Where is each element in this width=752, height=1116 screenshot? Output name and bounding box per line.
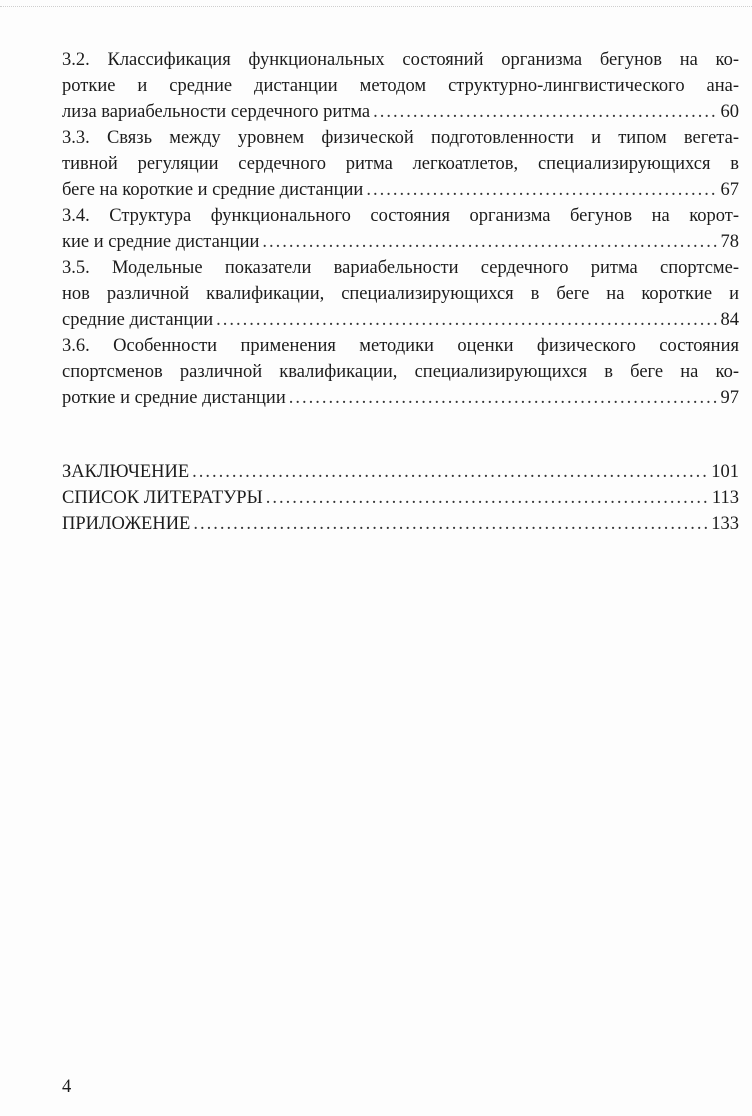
toc-entry-last-line [62, 385, 739, 411]
toc-entry-text: кие и средние дистанции [62, 232, 260, 252]
dot-leader [373, 99, 717, 125]
page-number: 4 [62, 1077, 72, 1097]
toc-entry-last-line [62, 99, 739, 125]
toc-page-number: 67 [720, 180, 739, 200]
toc-page-number: 97 [720, 388, 739, 408]
toc-entry-last-line [62, 459, 739, 485]
toc-entry-references[interactable] [62, 485, 739, 511]
toc-entry-3-3[interactable] [62, 125, 739, 203]
dot-leader [289, 385, 718, 411]
dot-leader [262, 229, 717, 255]
toc-entry-last-line [62, 511, 739, 537]
toc-entry-line: 3.3. Связь между уровнем физической подготовленности и типом вегета- [62, 128, 739, 148]
page-top-rule [0, 6, 752, 7]
toc-entry-line: 3.6. Особенности применения методики оценки физического состояния [62, 336, 739, 356]
toc-page-number: 84 [720, 310, 739, 330]
dot-leader [366, 177, 717, 203]
toc-page-number: 133 [711, 514, 739, 534]
toc-entry-line: 3.2. Классификация функциональных состояний организма бегунов на ко- [62, 50, 739, 70]
toc-entry-last-line [62, 177, 739, 203]
toc-page-number: 113 [711, 488, 739, 508]
dot-leader [266, 485, 709, 511]
toc-entry-text: средние дистанции [62, 310, 214, 330]
toc-entry-line: спортсменов различной квалификации, специализирующихся в беге на ко- [62, 362, 739, 382]
section-gap [62, 411, 739, 459]
toc-entry-text: ЗАКЛЮЧЕНИЕ [62, 462, 190, 482]
toc-entry-text: беге на короткие и средние дистанции [62, 180, 364, 200]
toc-page-number: 78 [720, 232, 739, 252]
toc-page-number: 60 [720, 102, 739, 122]
toc-entry-text: СПИСОК ЛИТЕРАТУРЫ [62, 488, 263, 508]
toc-entry-last-line [62, 307, 739, 333]
dot-leader [216, 307, 717, 333]
toc-entry-last-line [62, 485, 739, 511]
toc-entry-3-4[interactable] [62, 203, 739, 255]
toc-page-number: 101 [711, 462, 739, 482]
dot-leader [193, 511, 708, 537]
toc-entry-text: лиза вариабельности сердечного ритма [62, 102, 371, 122]
toc-entry-line: 3.4. Структура функционального состояния организма бегунов на корот- [62, 206, 739, 226]
toc-entry-3-5[interactable] [62, 255, 739, 333]
toc-entry-3-2[interactable] [62, 47, 739, 125]
table-of-contents [62, 47, 739, 537]
toc-entry-last-line [62, 229, 739, 255]
toc-entry-line: 3.5. Модельные показатели вариабельности сердечного ритма спортсме- [62, 258, 739, 278]
toc-entry-text: ПРИЛОЖЕНИЕ [62, 514, 191, 534]
toc-entry-line: нов различной квалификации, специализирующихся в беге на короткие и [62, 284, 739, 304]
toc-entry-line: роткие и средние дистанции методом структурно-лингвистического ана- [62, 76, 739, 96]
toc-entry-appendix[interactable] [62, 511, 739, 537]
toc-entry-conclusion[interactable] [62, 459, 739, 485]
toc-entry-text: роткие и средние дистанции [62, 388, 286, 408]
dot-leader [192, 459, 708, 485]
toc-entry-3-6[interactable] [62, 333, 739, 411]
toc-entry-line: тивной регуляции сердечного ритма легкоатлетов, специализирующихся в [62, 154, 739, 174]
